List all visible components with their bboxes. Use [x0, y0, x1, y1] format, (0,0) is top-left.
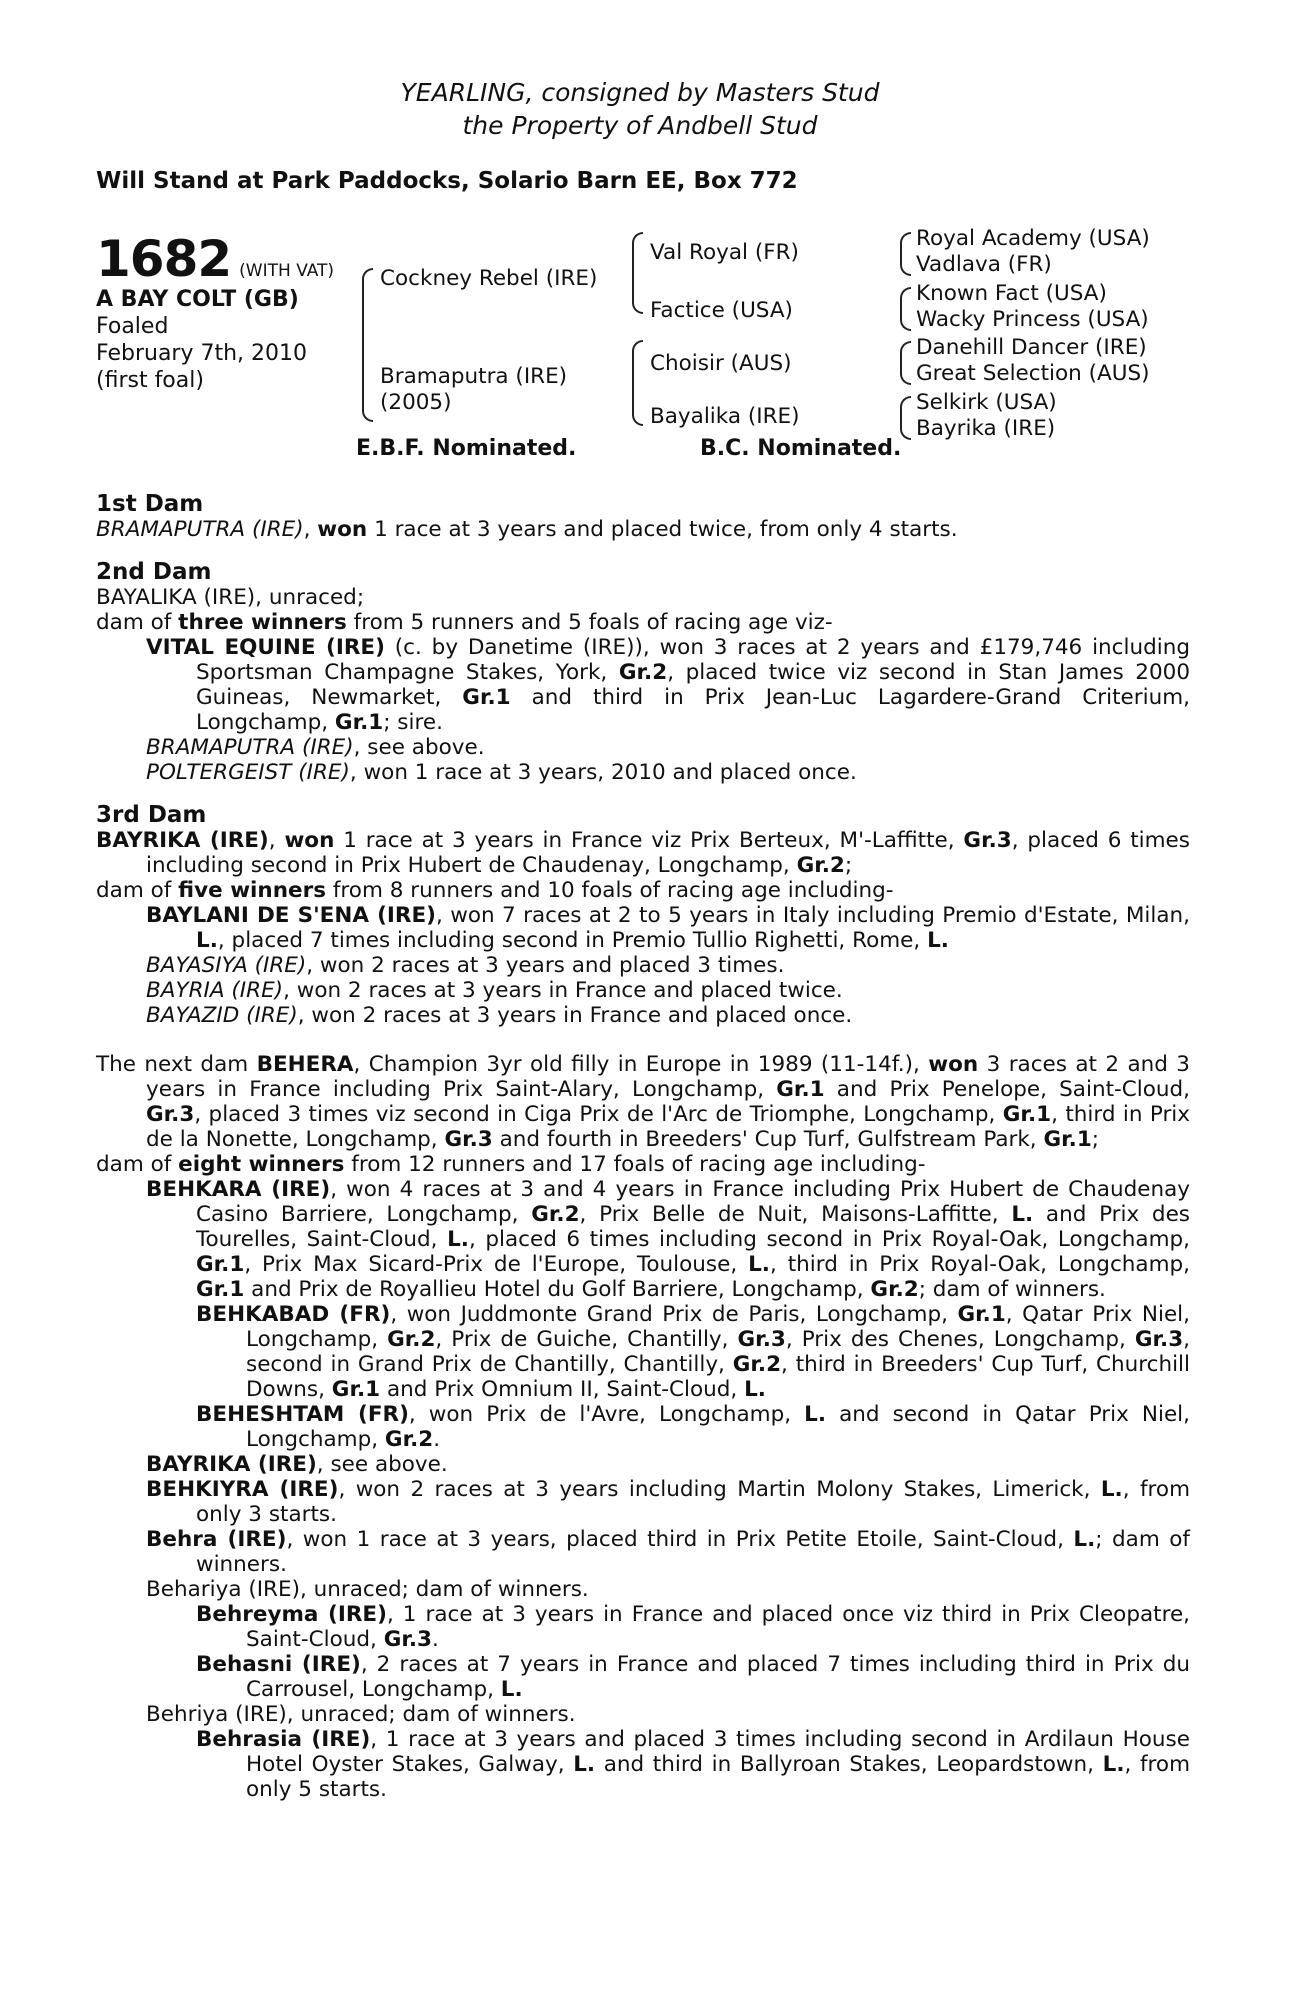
first-dam-heading: 1st Dam [96, 491, 204, 517]
dam-dam: Bayalika (IRE) [650, 404, 800, 429]
ancestor: Selkirk (USA) [916, 390, 1057, 415]
stand-location: Will Stand at Park Paddocks, Solario Barn EE, Box 772 [96, 168, 798, 194]
produce-entry: BAYAZID (IRE), won 2 races at 3 years in France and placed once. [146, 1003, 853, 1028]
pedigree-brace [632, 340, 643, 426]
foaled-label: Foaled [96, 314, 169, 339]
produce-entry: BEHKABAD (FR), won Juddmonte Grand Prix de Paris, Longchamp, Gr.1, Qatar Prix Niel, Longchamp, Gr.2, Prix de Guiche, Chantilly, Gr.3, Prix des Chenes, Longchamp, Gr.3, second in Grand Prix de Chantilly, Chantilly, Gr.2, third in Breeders' Cup Turf, Churchill Downs, Gr.1 and Prix Omnium II, Saint-Cloud, L. [196, 1302, 1190, 1402]
property-line: the Property of Andbell Stud [462, 111, 818, 140]
third-dam-heading: 3rd Dam [96, 802, 207, 828]
pedigree-brace [900, 396, 911, 440]
vat-note: (WITH VAT) [239, 261, 335, 281]
pedigree-brace [900, 341, 911, 385]
third-dam-text: BAYRIKA (IRE), won 1 race at 3 years in France viz Prix Berteux, M'-Laffitte, Gr.3, placed 6 times including second in Prix Hubert de Chaudenay, Longchamp, Gr.2; [96, 828, 1190, 878]
produce-entry: Behariya (IRE), unraced; dam of winners. [146, 1577, 589, 1602]
next-dam-text: The next dam BEHERA, Champion 3yr old filly in Europe in 1989 (11-14f.), won 3 races at 2 and 3 years in France including Prix Saint-Alary, Longchamp, Gr.1 and Prix Penelope, Saint-Cloud, Gr.3, placed 3 times viz second in Ciga Prix de l'Arc de Triomphe, Longchamp, Gr.1, third in Prix de la Nonette, Longchamp, Gr.3 and fourth in Breeders' Cup Turf, Gulfstream Park, Gr.1; [96, 1052, 1191, 1152]
produce-entry: POLTERGEIST (IRE), won 1 race at 3 years, 2010 and placed once. [146, 760, 857, 785]
ancestor: Bayrika (IRE) [916, 416, 1056, 441]
dam-year: (2005) [380, 390, 452, 415]
produce-entry: Behra (IRE), won 1 race at 3 years, placed third in Prix Petite Etoile, Saint-Cloud, L.; dam of winners. [146, 1527, 1190, 1577]
lot-title: A BAY COLT (GB) [96, 287, 299, 312]
produce-entry: BAYRIA (IRE), won 2 races at 3 years in France and placed twice. [146, 978, 843, 1003]
foaled-date: February 7th, 2010 [96, 341, 308, 366]
lot-number: 1682 [96, 230, 232, 288]
ancestor: Known Fact (USA) [916, 281, 1107, 306]
pedigree-brace [900, 287, 911, 331]
pedigree-brace [632, 232, 643, 314]
consignor-line: YEARLING, consigned by Masters Stud [400, 78, 880, 107]
first-dam-text: BRAMAPUTRA (IRE), won 1 race at 3 years and placed twice, from only 4 starts. [96, 517, 958, 542]
second-dam-heading: 2nd Dam [96, 559, 212, 585]
produce-entry: BAYASIYA (IRE), won 2 races at 3 years and placed 3 times. [146, 953, 785, 978]
produce-entry: Behreyma (IRE), 1 race at 3 years in France and placed once viz third in Prix Cleopatre, Saint-Cloud, Gr.3. [196, 1602, 1191, 1652]
first-foal-note: (first foal) [96, 368, 204, 393]
ancestor: Vadlava (FR) [916, 252, 1052, 277]
produce-entry: BEHKIYRA (IRE), won 2 races at 3 years including Martin Molony Stakes, Limerick, L., from only 3 starts. [146, 1477, 1191, 1527]
second-dam-summary: dam of three winners from 5 runners and 5 foals of racing age viz- [96, 610, 833, 635]
pedigree-brace [900, 232, 911, 276]
produce-entry: BEHESHTAM (FR), won Prix de l'Avre, Longchamp, L. and second in Qatar Prix Niel, Longchamp, Gr.2. [196, 1402, 1190, 1452]
produce-entry: Behriya (IRE), unraced; dam of winners. [146, 1702, 576, 1727]
bc-nominated: B.C. Nominated. [700, 436, 902, 461]
ancestor: Wacky Princess (USA) [916, 307, 1149, 332]
ancestor: Danehill Dancer (IRE) [916, 335, 1147, 360]
sire-dam: Factice (USA) [650, 298, 793, 323]
produce-entry: Behasni (IRE), 2 races at 7 years in France and placed 7 times including third in Prix du Carrousel, Longchamp, L. [196, 1652, 1190, 1702]
second-dam-intro: BAYALIKA (IRE), unraced; [96, 585, 365, 610]
sire-sire: Val Royal (FR) [650, 240, 799, 265]
produce-record [96, 492, 1190, 1802]
third-dam-summary: dam of five winners from 8 runners and 10 foals of racing age including- [96, 878, 894, 903]
produce-entry: BAYLANI DE S'ENA (IRE), won 7 races at 2 to 5 years in Italy including Premio d'Estate, Milan, L., placed 7 times including second in Premio Tullio Righetti, Rome, L. [146, 903, 1190, 953]
ancestor: Royal Academy (USA) [916, 226, 1150, 251]
produce-entry: VITAL EQUINE (IRE) (c. by Danetime (IRE)), won 3 races at 2 years and £179,746 including Sportsman Champagne Stakes, York, Gr.2, placed twice viz second in Stan James 2000 Guineas, Newmarket, Gr.1 and third in Prix Jean-Luc Lagardere-Grand Criterium, Longchamp, Gr.1; sire. [146, 635, 1191, 735]
ancestor: Great Selection (AUS) [916, 361, 1150, 386]
next-dam-summary: dam of eight winners from 12 runners and 17 foals of racing age including- [96, 1152, 926, 1177]
produce-entry: BEHKARA (IRE), won 4 races at 3 and 4 years in France including Prix Hubert de Chaudenay Casino Barriere, Longchamp, Gr.2, Prix Belle de Nuit, Maisons-Laffitte, L. and Prix des Tourelles, Saint-Cloud, L., placed 6 times including second in Prix Royal-Oak, Longchamp, Gr.1, Prix Max Sicard-Prix de l'Europe, Toulouse, L., third in Prix Royal-Oak, Longchamp, Gr.1 and Prix de Royallieu Hotel du Golf Barriere, Longchamp, Gr.2; dam of winners. [146, 1177, 1191, 1302]
pedigree-brace [362, 268, 373, 422]
ebf-nominated: E.B.F. Nominated. [356, 436, 577, 461]
sire: Cockney Rebel (IRE) [380, 266, 598, 291]
produce-entry: Behrasia (IRE), 1 race at 3 years and placed 3 times including second in Ardilaun House Hotel Oyster Stakes, Galway, L. and third in Ballyroan Stakes, Leopardstown, L., from only 5 starts. [196, 1727, 1191, 1802]
lot-block [96, 232, 334, 394]
dam-sire: Choisir (AUS) [650, 351, 792, 376]
dam: Bramaputra (IRE) [380, 364, 568, 389]
produce-entry: BRAMAPUTRA (IRE), see above. [146, 735, 485, 760]
produce-entry: BAYRIKA (IRE), see above. [146, 1452, 448, 1477]
